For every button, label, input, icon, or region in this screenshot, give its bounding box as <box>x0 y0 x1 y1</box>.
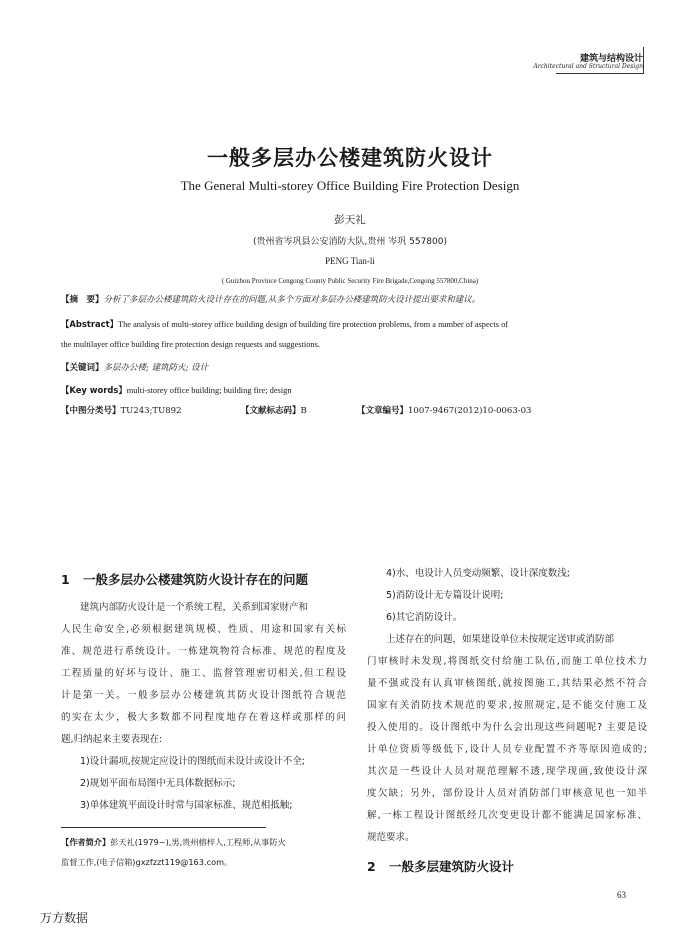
text-line: 的实在太少，极大多数都不同程度地存在着这样或那样的问 <box>61 712 346 723</box>
abstract-cn-text: 分析了多层办公楼建筑防火设计存在的问题,从多个方面对多层办公楼建筑防火设计提出要求和建议。 <box>103 295 481 305</box>
text-line: 投入使用的。设计图纸中为什么会出现这些问题呢? 主要是设 <box>367 722 647 733</box>
column-2-text <box>367 563 647 849</box>
text-line: 计是第一关。一般多层办公楼建筑其防火设计图纸符合规范 <box>61 690 346 701</box>
text-line: 国家有关消防技术规范的要求,按照规定,是不能交付施工及 <box>367 700 647 711</box>
text-line: 解,一栋工程设计图纸经几次变更设计都不能满足国家标准、 <box>367 810 647 821</box>
list-item: 4)水、电设计人员变动频繁、设计深度数浅; <box>386 568 570 579</box>
text-line: 度欠缺；另外，部份设计人员对消防部门审核意见也一知半 <box>367 788 647 799</box>
article-number: 【文章编号】1007-9467(2012)10-0063-03 <box>357 406 532 416</box>
list-item: 2)规划平面布局图中无具体数据标示; <box>80 778 236 789</box>
article-title-cn: 一般多层办公楼建筑防火设计 <box>207 146 493 170</box>
footnote-rule <box>61 827 266 828</box>
abstract-cn <box>61 294 641 307</box>
abstract-en <box>61 318 641 331</box>
text-line: 计单位资质等级低下,设计人员专业配置不齐等原因造成的; <box>367 744 647 755</box>
text-line: 上述存在的问题，如果建设单位未按规定送审或消防部 <box>386 634 615 645</box>
keywords-cn-label: 【关键词】 <box>61 363 104 373</box>
list-item: 6)其它消防设计。 <box>386 612 463 623</box>
footnote-label: 【作者简介】 <box>61 837 111 847</box>
watermark-text: 万方数据 <box>40 911 89 925</box>
list-item: 5)消防设计无专篇设计说明; <box>386 590 504 601</box>
author-name-en: PENG Tian-li <box>325 256 375 266</box>
page-number: 63 <box>617 890 626 900</box>
section-2-title: 一般多层建筑防火设计 <box>389 859 515 874</box>
list-item: 1)设计漏项,按规定应设计的图纸而未设计或设计不全; <box>80 756 305 767</box>
affiliation-cn: (贵州省岑巩县公安消防大队,贵州 岑巩 557800) <box>253 237 447 247</box>
journal-name-cn: 建筑与结构设计 <box>579 54 643 64</box>
keywords-cn-text: 多层办公楼; 建筑防火; 设计 <box>103 363 209 373</box>
text-line: 工程质量的好坏与设计、施工、监督管理密切相关,但工程设 <box>61 668 346 679</box>
keywords-cn <box>61 362 641 375</box>
article-title-en: The General Multi-storey Office Building Fire Protection Design <box>180 178 520 193</box>
section-1-number: 1 <box>61 572 70 587</box>
section-1-title: 一般多层办公楼建筑防火设计存在的问题 <box>83 572 309 587</box>
footnote-line-2: 监督工作,(电子信箱)gxzfzzt119@163.com。 <box>61 857 233 867</box>
section-2-heading <box>367 857 514 875</box>
abstract-en-label: 【Abstract】 <box>61 319 118 329</box>
list-item: 3)单体建筑平面设计时常与国家标准、规范相抵触; <box>80 800 293 811</box>
footnote-line-1: 彭天礼(1979~),男,贵州榕梓人,工程师,从事防火 <box>110 837 286 847</box>
text-line: 建筑内部防火设计是一个系统工程，关系到国家财产和 <box>80 602 309 613</box>
keywords-en <box>61 384 641 397</box>
abstract-cn-label: 【摘 要】 <box>61 295 104 305</box>
text-line: 规范要求。 <box>367 832 415 843</box>
section-1-paragraph <box>61 597 346 817</box>
keywords-en-text: multi-storey office building; building fire; design <box>126 386 292 395</box>
text-line: 门审核时未发现,将图纸交付给施工队伍,而施工单位技术力 <box>367 656 647 667</box>
text-line: 其次是一些设计人员对规范理解不透,现学现画,致使设计深 <box>367 766 647 777</box>
document-code: 【文献标志码】B <box>241 406 307 416</box>
section-1-heading <box>61 570 308 588</box>
text-line: 量不强或没有认真审核图纸,就按图施工,其结果必然不符合 <box>367 678 647 689</box>
author-name-cn: 彭天礼 <box>334 214 366 226</box>
text-line: 准、规范进行系统设计。一栋建筑物符合标准、规范的程度及 <box>61 646 346 657</box>
section-2-number: 2 <box>367 859 376 874</box>
affiliation-en: ( Guizhou Province Cengong County Public Security Fire Brigade,Cengong 557800,China) <box>221 277 479 285</box>
clc-code: 【中图分类号】TU243;TU892 <box>61 406 182 416</box>
author-footnote <box>61 832 351 872</box>
header-bar <box>643 47 644 74</box>
text-line: 人民生命安全,必须根据建筑规模、性质、用途和国家有关标 <box>61 624 346 635</box>
abstract-en-text-2: the multilayer office building fire protection design requests and suggestions. <box>61 340 320 349</box>
text-line: 题,归纳起来主要表现在: <box>61 734 163 745</box>
journal-name-en: Architectural and Structural Design <box>533 63 643 70</box>
header-rule <box>556 73 643 74</box>
keywords-en-label: 【Key words】 <box>61 385 127 395</box>
abstract-en-text-1: The analysis of multi-storey office building design of building fire protection problems, from a number of aspects of <box>117 320 509 329</box>
